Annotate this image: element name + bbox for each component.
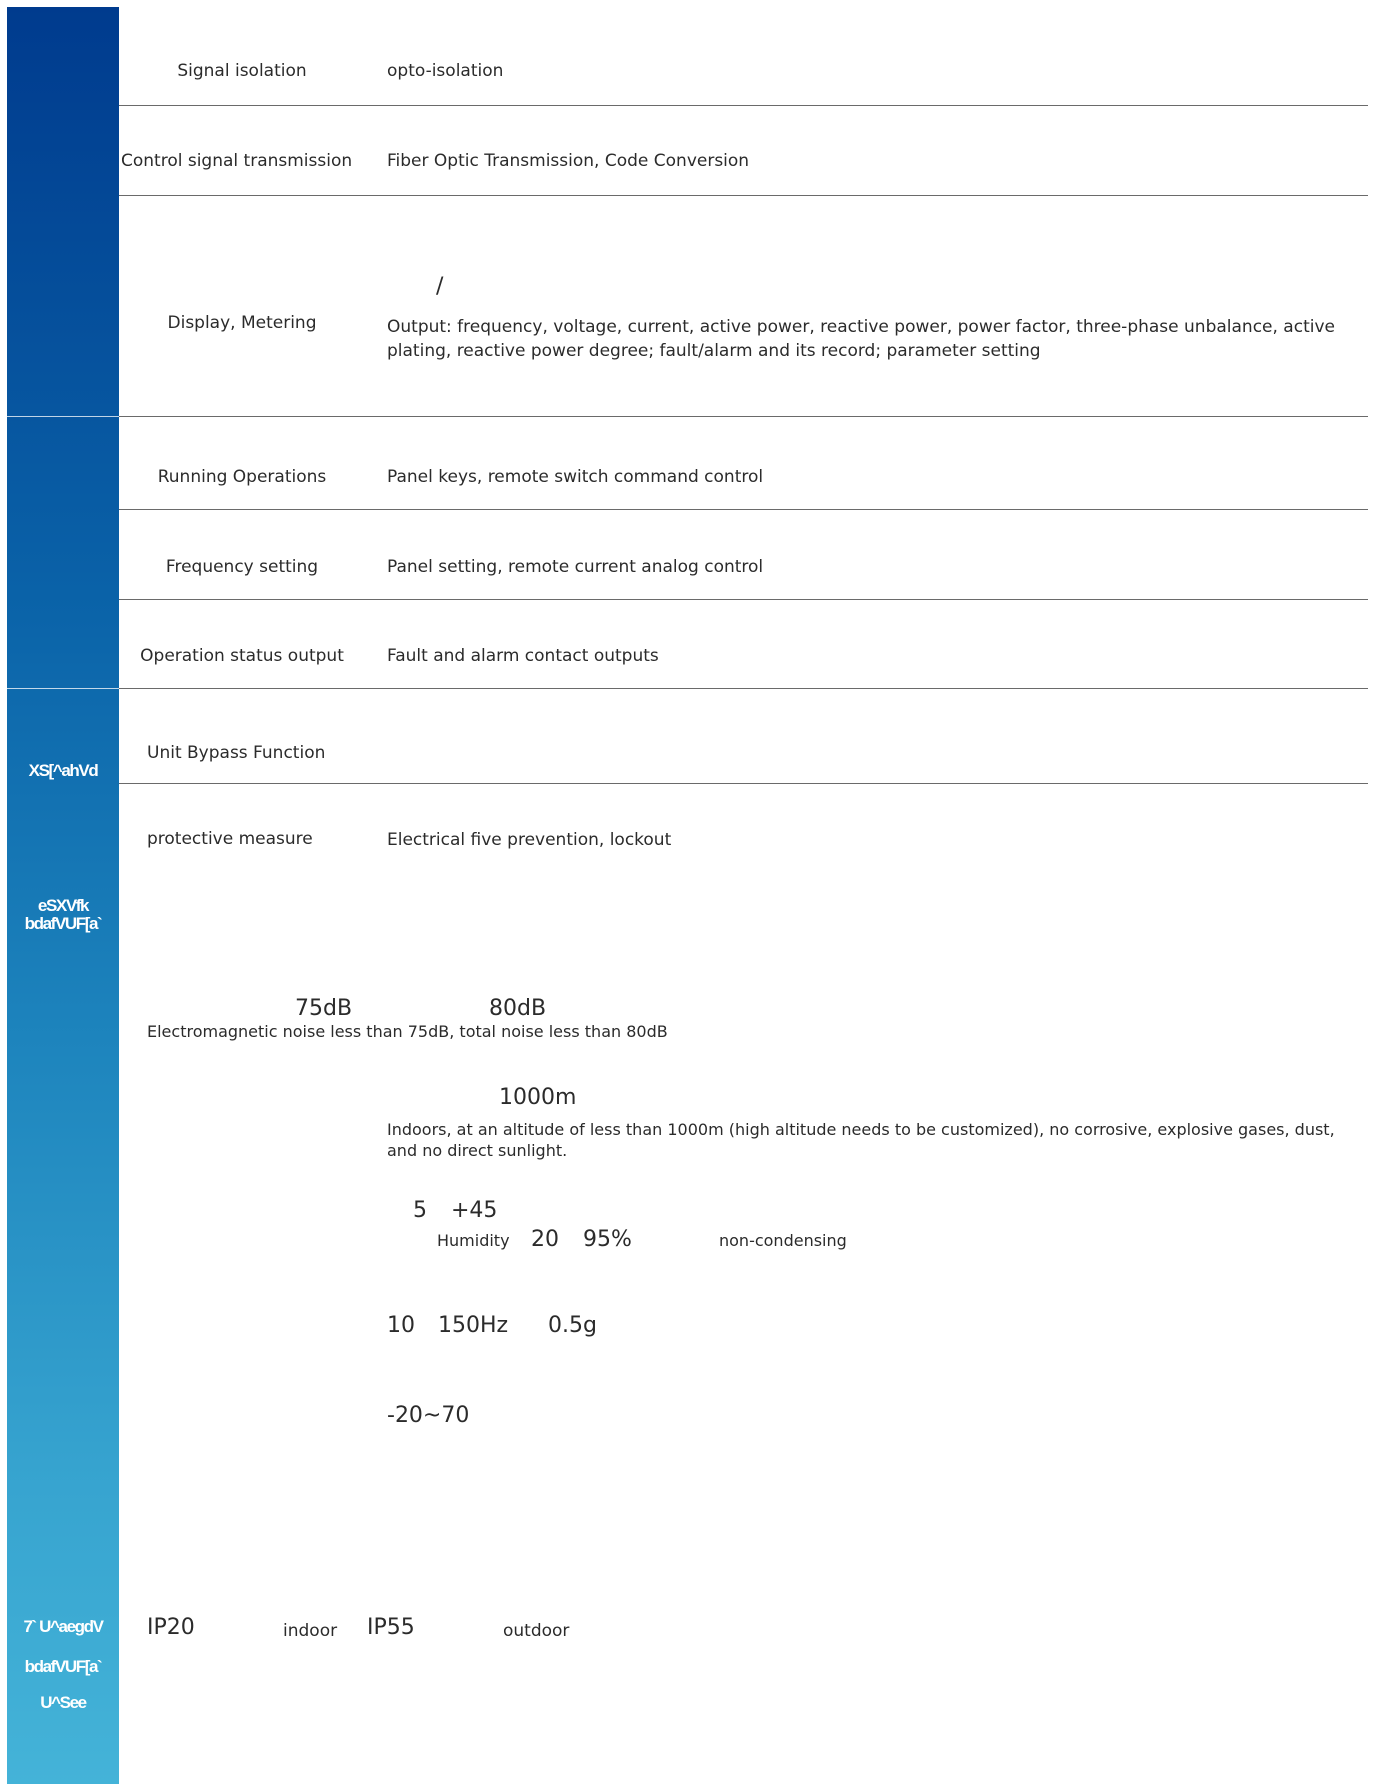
row-label-status-output: Operation status output xyxy=(140,646,344,666)
row-value-display: Output: frequency, voltage, current, active power, reactive power, power factor, three-phase unbalance, active plating, reactive power degree; fault/alarm and its record; parameter setting xyxy=(387,317,1335,361)
altitude-text: Indoors, at an altitude of less than 1000m (high altitude needs to be customized), no corrosive, explosive gases, dust, and no direct sunlight. xyxy=(387,1120,1335,1160)
row-label-control-signal: Control signal transmission xyxy=(121,151,353,171)
sidebar-divider xyxy=(7,416,119,417)
sidebar-label: 7` U^aegdV xyxy=(23,1617,103,1636)
row-divider xyxy=(119,105,1368,106)
ip55-value: IP55 xyxy=(367,1615,415,1640)
temperature-min: 5 xyxy=(413,1198,427,1223)
temperature-max: +45 xyxy=(451,1198,498,1223)
row-divider xyxy=(119,599,1368,600)
vibration-accel: 0.5g xyxy=(548,1313,597,1338)
row-divider xyxy=(119,783,1368,784)
row-label-display: Display, Metering xyxy=(167,313,317,333)
sidebar-divider xyxy=(7,688,119,689)
outdoor-text: outdoor xyxy=(503,1621,570,1641)
noise-value-75db: 75dB xyxy=(295,996,353,1021)
row-value-status-output: Fault and alarm contact outputs xyxy=(387,646,659,666)
row-label-protective-measure: protective measure xyxy=(147,829,313,849)
vibration-min: 10 xyxy=(387,1313,415,1338)
row-label-unit-bypass: Unit Bypass Function xyxy=(147,743,326,763)
sidebar-label: eSXVfk xyxy=(37,896,89,915)
non-condensing-text: non-condensing xyxy=(719,1231,847,1250)
sidebar-label: U^See xyxy=(40,1693,86,1712)
altitude-value: 1000m xyxy=(499,1085,577,1110)
row-divider xyxy=(119,416,1368,417)
row-value-signal-isolation: opto-isolation xyxy=(387,61,504,81)
row-label-frequency-setting: Frequency setting xyxy=(165,557,319,577)
row-value-running-operations: Panel keys, remote switch command control xyxy=(387,467,764,487)
vibration-max: 150Hz xyxy=(438,1313,509,1338)
humidity-min: 20 xyxy=(531,1227,559,1252)
indoor-text: indoor xyxy=(283,1621,338,1641)
sidebar-label: bdafVUF[a` xyxy=(24,1657,102,1676)
row-divider xyxy=(119,509,1368,510)
humidity-label: Humidity xyxy=(437,1231,510,1250)
ip20-value: IP20 xyxy=(147,1615,195,1640)
row-value-frequency-setting: Panel setting, remote current analog control xyxy=(387,557,764,577)
row-divider xyxy=(119,195,1368,196)
slash-glyph: / xyxy=(436,274,444,299)
sidebar-label: bdafVUF[a` xyxy=(24,914,102,933)
row-divider xyxy=(119,688,1368,689)
noise-value-80db: 80dB xyxy=(489,996,547,1021)
row-label-running-operations: Running Operations xyxy=(157,467,327,487)
row-label-signal-isolation: Signal isolation xyxy=(177,61,307,81)
noise-text: Electromagnetic noise less than 75dB, total noise less than 80dB xyxy=(147,1022,668,1041)
storage-temperature: -20~70 xyxy=(387,1403,470,1428)
sidebar-label: XS[^ahVd xyxy=(28,761,98,780)
humidity-max: 95% xyxy=(583,1227,632,1252)
row-value-protective-measure: Electrical five prevention, lockout xyxy=(387,830,672,850)
row-value-control-signal: Fiber Optic Transmission, Code Conversion xyxy=(387,151,750,171)
